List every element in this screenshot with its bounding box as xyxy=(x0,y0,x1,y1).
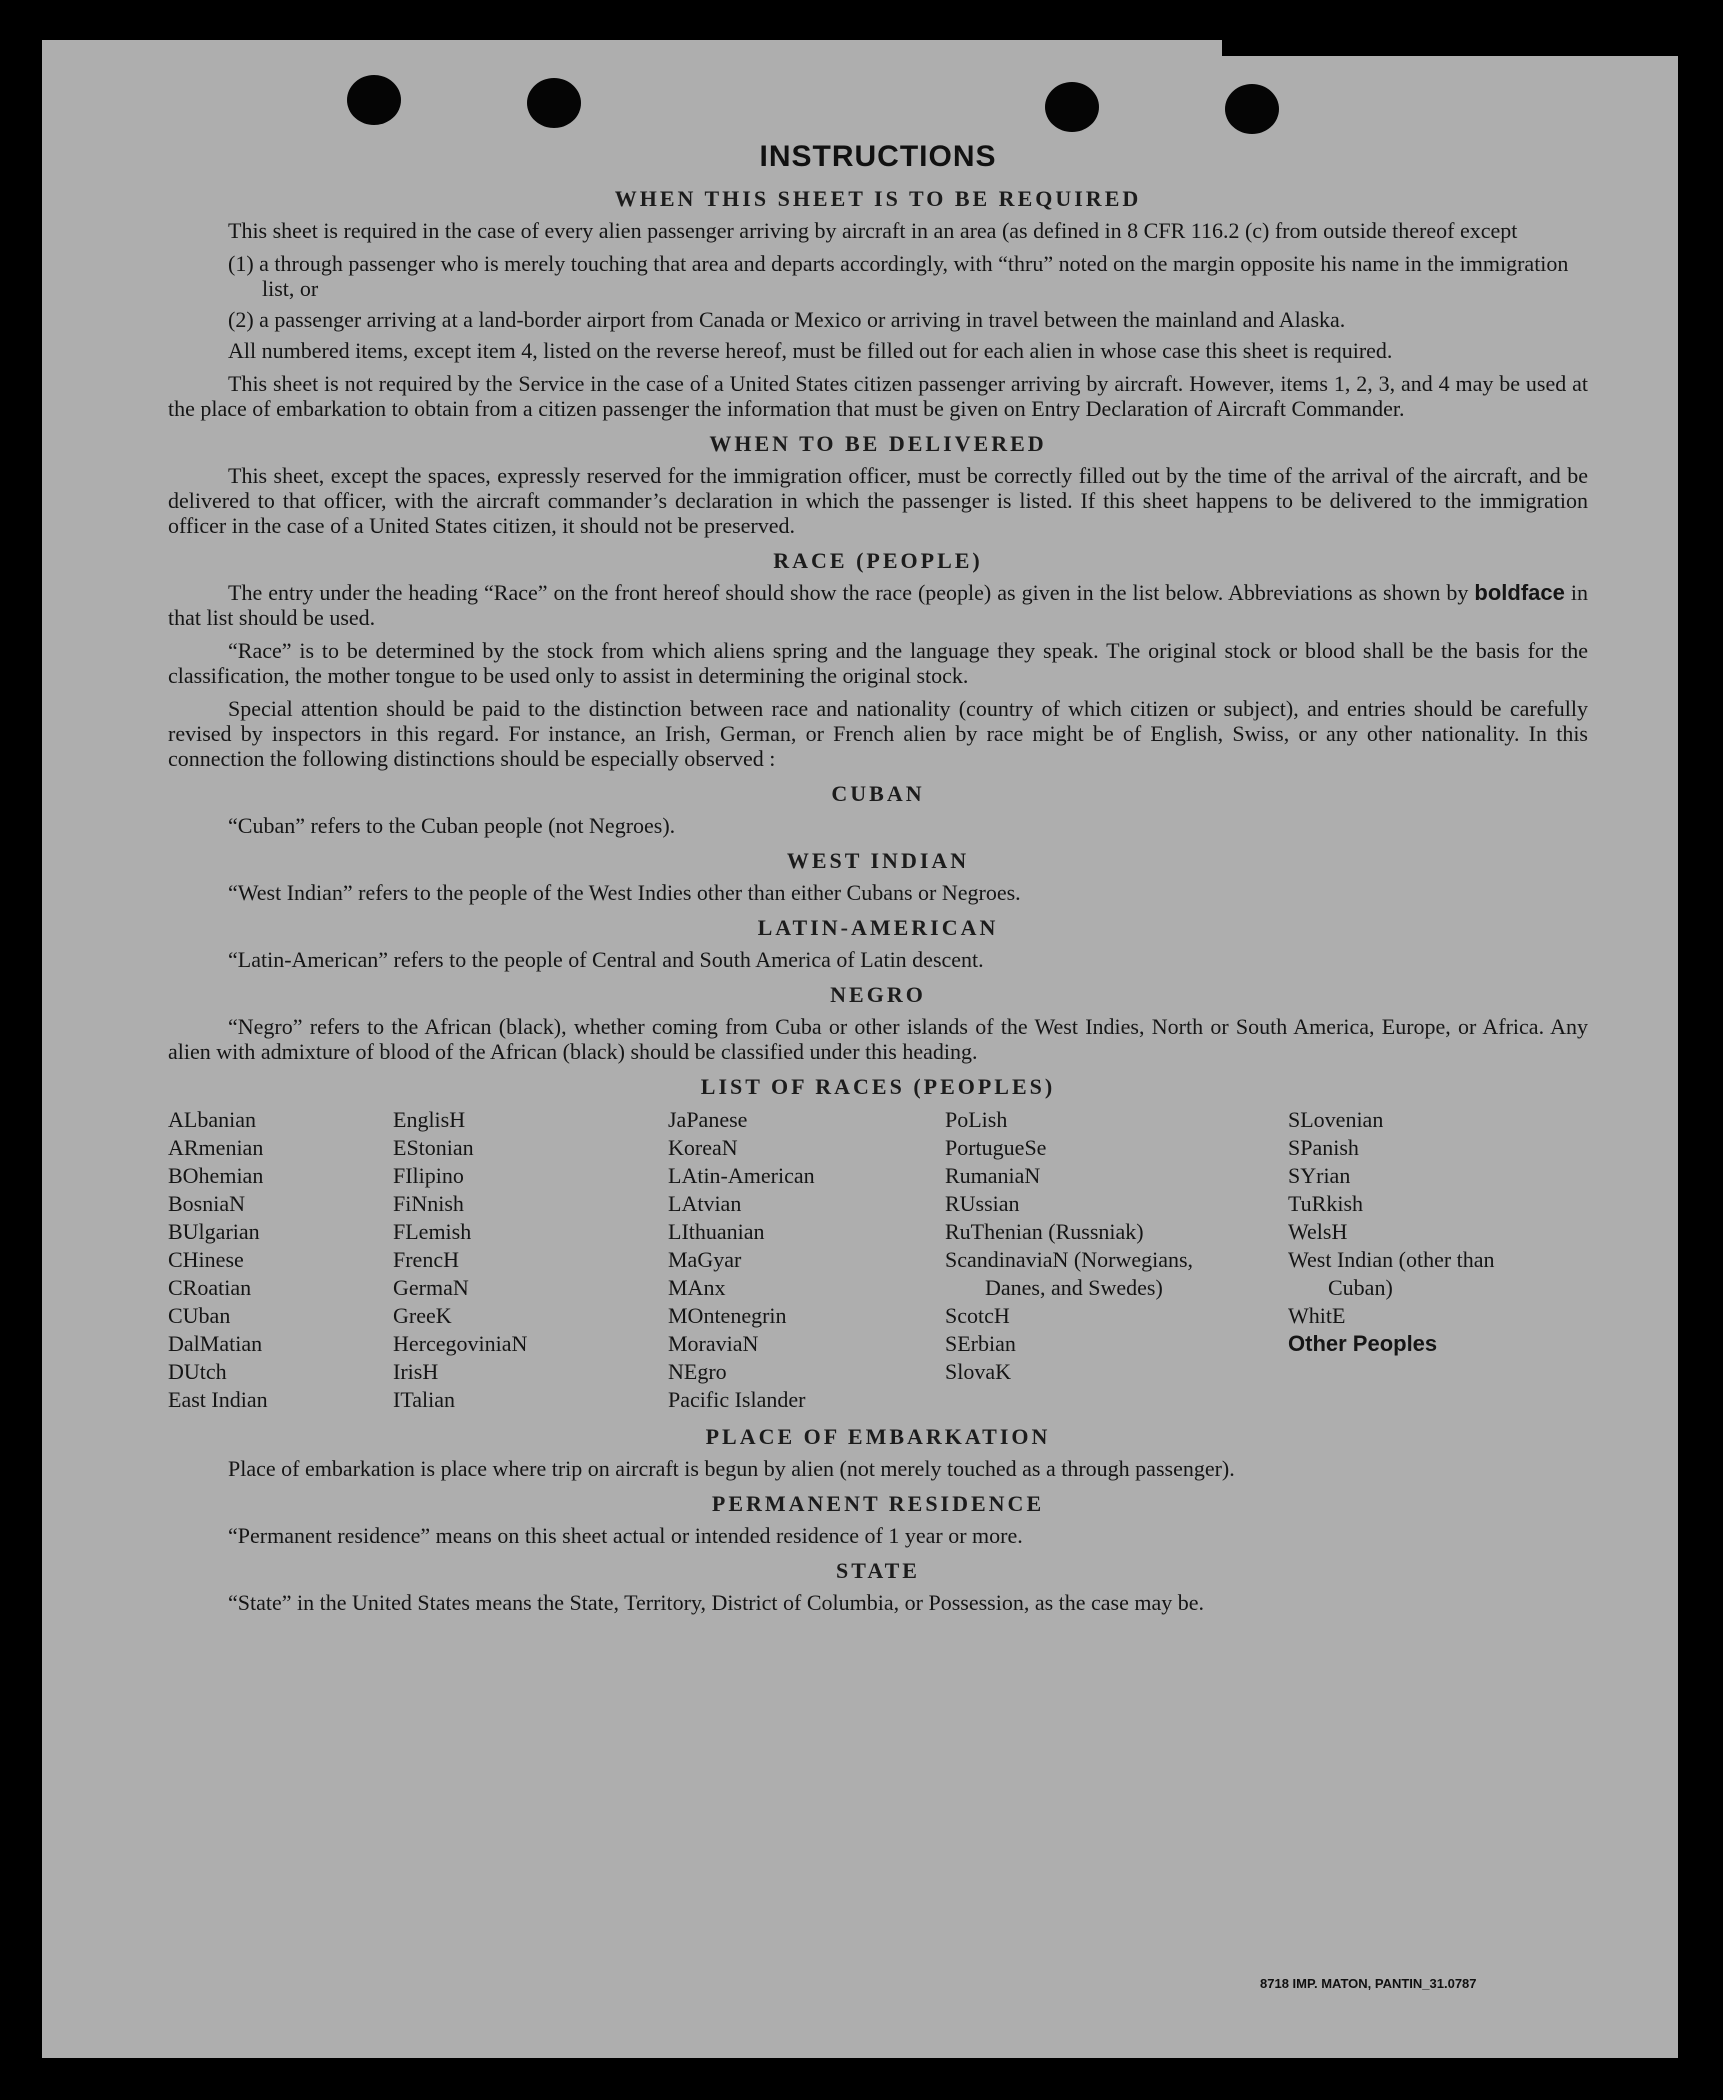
paragraph: “Permanent residence” means on this sheet actual or intended residence of 1 year or more. xyxy=(228,1523,1023,1548)
race-entry: JaPanese xyxy=(668,1107,748,1132)
punch-hole xyxy=(1045,82,1099,132)
race-entry: ARmenian xyxy=(168,1135,264,1160)
race-entry: LIthuanian xyxy=(668,1219,765,1244)
heading-list-of-races: LIST OF RACES (PEOPLES) xyxy=(700,1074,1056,1099)
page-title: INSTRUCTIONS xyxy=(759,140,997,173)
race-entry: SErbian xyxy=(945,1331,1016,1356)
races-column xyxy=(945,1106,1288,1414)
heading-west-indian: WEST INDIAN xyxy=(786,848,970,873)
paragraph: “Cuban” refers to the Cuban people (not Negroes). xyxy=(228,813,676,838)
races-column xyxy=(168,1106,393,1414)
heading-cuban: CUBAN xyxy=(831,781,925,806)
paragraph: “Race” is to be determined by the stock from which aliens spring and the language they speak. The original stock or blood shall be the basis for the classification, the mother tongue to be used only to assist in determining the original stock. xyxy=(168,638,1588,688)
race-entry: RUssian xyxy=(945,1191,1020,1216)
race-entry: FLemish xyxy=(393,1219,472,1244)
race-entry: ScandinaviaN (Norwegians, Danes, and Swedes) xyxy=(945,1247,1194,1300)
race-entry: CHinese xyxy=(168,1247,244,1272)
race-entry: HercegoviniaN xyxy=(393,1331,528,1356)
paragraph: This sheet is required in the case of every alien passenger arriving by aircraft in an area (as defined in 8 CFR 116.2 (c) from outside thereof except xyxy=(228,218,1518,243)
paragraph: All numbered items, except item 4, listed on the reverse hereof, must be filled out for each alien in whose case this sheet is required. xyxy=(228,338,1393,363)
race-entry: ITalian xyxy=(393,1387,455,1412)
race-entry: West Indian (other than Cuban) xyxy=(1288,1247,1495,1300)
race-entry: NEgro xyxy=(668,1359,727,1384)
race-entry: ScotcH xyxy=(945,1303,1010,1328)
race-entry: LAtvian xyxy=(668,1191,742,1216)
race-entry: DUtch xyxy=(168,1359,227,1384)
exception-item: (2) a passenger arriving at a land-border airport from Canada or Mexico or arriving in travel between the mainland and Alaska. xyxy=(228,307,1346,332)
race-entry: SlovaK xyxy=(945,1359,1011,1384)
printer-imprint: 8718 IMP. MATON, PANTIN_31.0787 xyxy=(1260,1976,1477,1991)
text: The entry under the heading “Race” on the front hereof should show the race (people) as given in the list below. Abbreviations as shown by xyxy=(228,580,1469,605)
race-entry: IrisH xyxy=(393,1359,439,1384)
race-entry: PortugueSe xyxy=(945,1135,1047,1160)
form-sheet xyxy=(42,40,1678,2058)
text: in that list should be used. xyxy=(168,580,1589,630)
race-entry: MaGyar xyxy=(668,1247,742,1272)
race-entry: GreeK xyxy=(393,1303,452,1328)
instructions-body xyxy=(168,140,1588,1623)
race-entry: Other Peoples xyxy=(1288,1331,1438,1356)
race-entry: WhitE xyxy=(1288,1303,1346,1328)
heading-when-delivered: WHEN TO BE DELIVERED xyxy=(709,431,1047,456)
race-entry: FIlipino xyxy=(393,1163,464,1188)
exception-item: (1) a through passenger who is merely touching that area and departs accordingly, with “thru” noted on the margin opposite his name in the immigration list, or xyxy=(228,251,1569,301)
race-entry: MoraviaN xyxy=(668,1331,759,1356)
punch-hole xyxy=(347,75,401,125)
race-entry: PoLish xyxy=(945,1107,1008,1132)
race-entry: MOntenegrin xyxy=(668,1303,787,1328)
paragraph: “West Indian” refers to the people of the West Indies other than either Cubans or Negroes. xyxy=(228,880,1021,905)
race-entry: MAnx xyxy=(668,1275,726,1300)
race-entry: BosniaN xyxy=(168,1191,245,1216)
paragraph: This sheet, except the spaces, expressly reserved for the immigration officer, must be correctly filled out by the time of the arrival of the aircraft, and be delivered to that officer, with the aircraft commander’s declaration in which the passenger is listed. If this sheet happens to be delivered to the immigration officer in the case of a United States citizen, it should not be preserved. xyxy=(168,463,1588,538)
race-entry: SYrian xyxy=(1288,1163,1351,1188)
race-entry: EStonian xyxy=(393,1135,474,1160)
race-entry: BUlgarian xyxy=(168,1219,260,1244)
paragraph: “Negro” refers to the African (black), whether coming from Cuba or other islands of the West Indies, North or South America, Europe, or Africa. Any alien with admixture of blood of the African (black) should be classified under this heading. xyxy=(168,1014,1588,1064)
paragraph: Place of embarkation is place where trip on aircraft is begun by alien (not merely touched as a through passenger). xyxy=(228,1456,1235,1481)
race-entry: East Indian xyxy=(168,1387,268,1412)
race-entry: KoreaN xyxy=(668,1135,738,1160)
races-list xyxy=(168,1106,1588,1414)
paragraph: This sheet is not required by the Service in the case of a United States citizen passenger arriving by aircraft. However, items 1, 2, 3, and 4 may be used at the place of embarkation to obtain from a citizen passenger the information that must be given on Entry Declaration of Aircraft Commander. xyxy=(168,371,1588,421)
race-entry: CRoatian xyxy=(168,1275,252,1300)
race-entry: DalMatian xyxy=(168,1331,263,1356)
heading-race: RACE (PEOPLE) xyxy=(773,548,983,573)
race-entry: GermaN xyxy=(393,1275,469,1300)
paragraph: “State” in the United States means the State, Territory, District of Columbia, or Possession, as the case may be. xyxy=(228,1590,1205,1615)
heading-latin-american: LATIN-AMERICAN xyxy=(757,915,999,940)
race-entry: FiNnish xyxy=(393,1191,464,1216)
race-entry: WelsH xyxy=(1288,1219,1348,1244)
race-entry: CUban xyxy=(168,1303,231,1328)
races-column xyxy=(1288,1106,1538,1414)
torn-edge xyxy=(1222,40,1722,56)
race-entry: RuThenian (Russniak) xyxy=(945,1219,1144,1244)
race-entry: FrencH xyxy=(393,1247,459,1272)
heading-when-required: WHEN THIS SHEET IS TO BE REQUIRED xyxy=(614,186,1142,211)
heading-negro: NEGRO xyxy=(830,982,926,1007)
race-entry: ALbanian xyxy=(168,1107,256,1132)
race-entry: EnglisH xyxy=(393,1107,466,1132)
heading-state: STATE xyxy=(836,1558,920,1583)
paragraph: Special attention should be paid to the distinction between race and nationality (country of which citizen or subject), and entries should be carefully revised by inspectors in this regard. For instance, an Irish, German, or French alien by race might be of English, Swiss, or any other nationality. In this connection the following distinctions should be especially observed : xyxy=(168,696,1588,771)
race-entry: SPanish xyxy=(1288,1135,1359,1160)
paragraph xyxy=(168,580,1588,630)
heading-embarkation: PLACE OF EMBARKATION xyxy=(705,1424,1051,1449)
boldface-word: boldface xyxy=(1474,580,1565,605)
paragraph: “Latin-American” refers to the people of Central and South America of Latin descent. xyxy=(228,947,984,972)
race-entry: Pacific Islander xyxy=(668,1387,806,1412)
races-column xyxy=(393,1106,668,1414)
race-entry: TuRkish xyxy=(1288,1191,1364,1216)
races-column xyxy=(668,1106,945,1414)
race-entry: BOhemian xyxy=(168,1163,264,1188)
race-entry: RumaniaN xyxy=(945,1163,1041,1188)
race-entry: SLovenian xyxy=(1288,1107,1384,1132)
heading-residence: PERMANENT RESIDENCE xyxy=(711,1491,1045,1516)
punch-hole xyxy=(527,78,581,128)
race-entry: LAtin-American xyxy=(668,1163,815,1188)
punch-hole xyxy=(1225,84,1279,134)
